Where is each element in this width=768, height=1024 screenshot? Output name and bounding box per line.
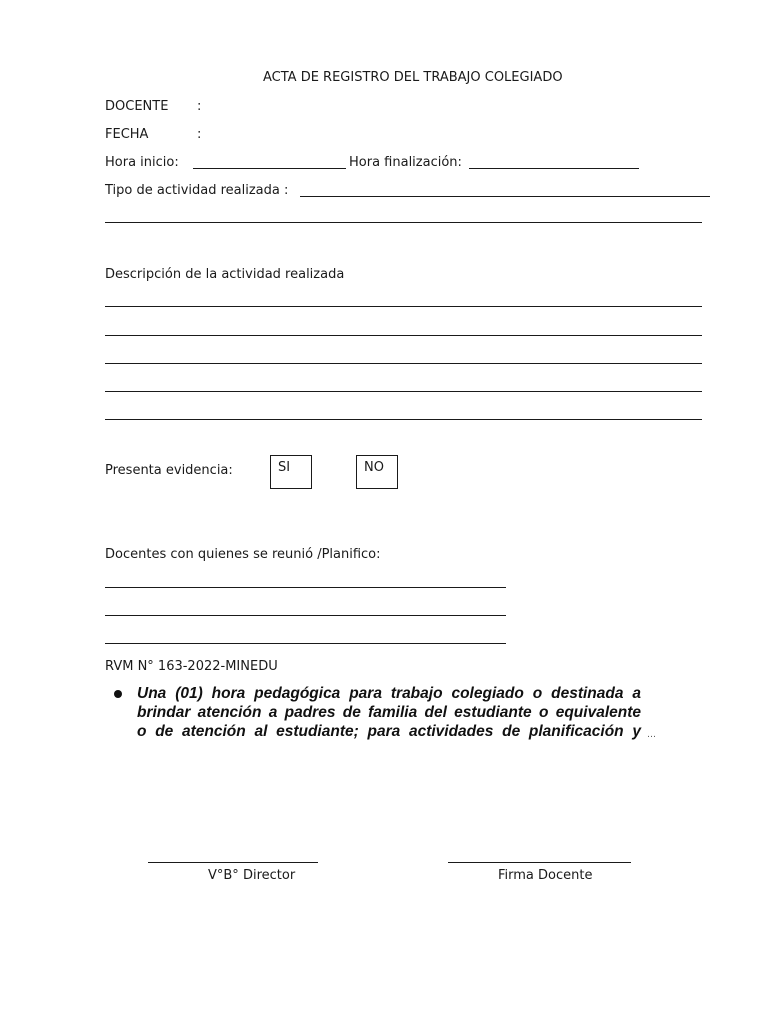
excerpt-line: o de atención al estudiante; para actividades de planificación y — [137, 723, 641, 740]
docentes-line[interactable] — [105, 587, 506, 588]
docente-colon: : — [197, 99, 202, 114]
hora-inicio-line[interactable] — [193, 168, 346, 169]
evidencia-no-box[interactable]: NO — [356, 455, 398, 489]
director-signature-line — [148, 862, 318, 863]
docentes-line[interactable] — [105, 615, 506, 616]
bullet-icon — [114, 690, 122, 698]
fecha-label: FECHA — [105, 127, 149, 142]
hora-inicio-label: Hora inicio: — [105, 155, 179, 170]
tipo-actividad-label: Tipo de actividad realizada : — [105, 183, 289, 198]
descripcion-line[interactable] — [105, 419, 702, 420]
descripcion-line[interactable] — [105, 306, 702, 307]
docente-signature-label: Firma Docente — [498, 868, 593, 883]
excerpt-block — [137, 684, 641, 741]
docente-signature-line — [448, 862, 631, 863]
director-signature-label: V°B° Director — [208, 868, 296, 883]
page-title: ACTA DE REGISTRO DEL TRABAJO COLEGIADO — [263, 70, 563, 85]
tipo-actividad-line-2[interactable] — [105, 222, 702, 223]
descripcion-label: Descripción de la actividad realizada — [105, 267, 345, 282]
rvm-label: RVM N° 163-2022-MINEDU — [105, 659, 278, 674]
evidencia-label: Presenta evidencia: — [105, 463, 233, 478]
hora-fin-line[interactable] — [469, 168, 639, 169]
ellipsis-icon: … — [647, 730, 656, 740]
hora-fin-label: Hora finalización: — [349, 155, 462, 170]
excerpt-line: brindar atención a padres de familia del estudiante o equivalente — [137, 704, 641, 721]
fecha-colon: : — [197, 127, 202, 142]
excerpt-line: Una (01) hora pedagógica para trabajo colegiado o destinada a — [137, 685, 641, 702]
descripcion-line[interactable] — [105, 391, 702, 392]
descripcion-line[interactable] — [105, 363, 702, 364]
evidencia-si-box[interactable]: SI — [270, 455, 312, 489]
docente-label: DOCENTE — [105, 99, 169, 114]
tipo-actividad-line[interactable] — [300, 196, 710, 197]
docentes-label: Docentes con quienes se reunió /Planifico: — [105, 547, 381, 562]
descripcion-line[interactable] — [105, 335, 702, 336]
docentes-line[interactable] — [105, 643, 506, 644]
